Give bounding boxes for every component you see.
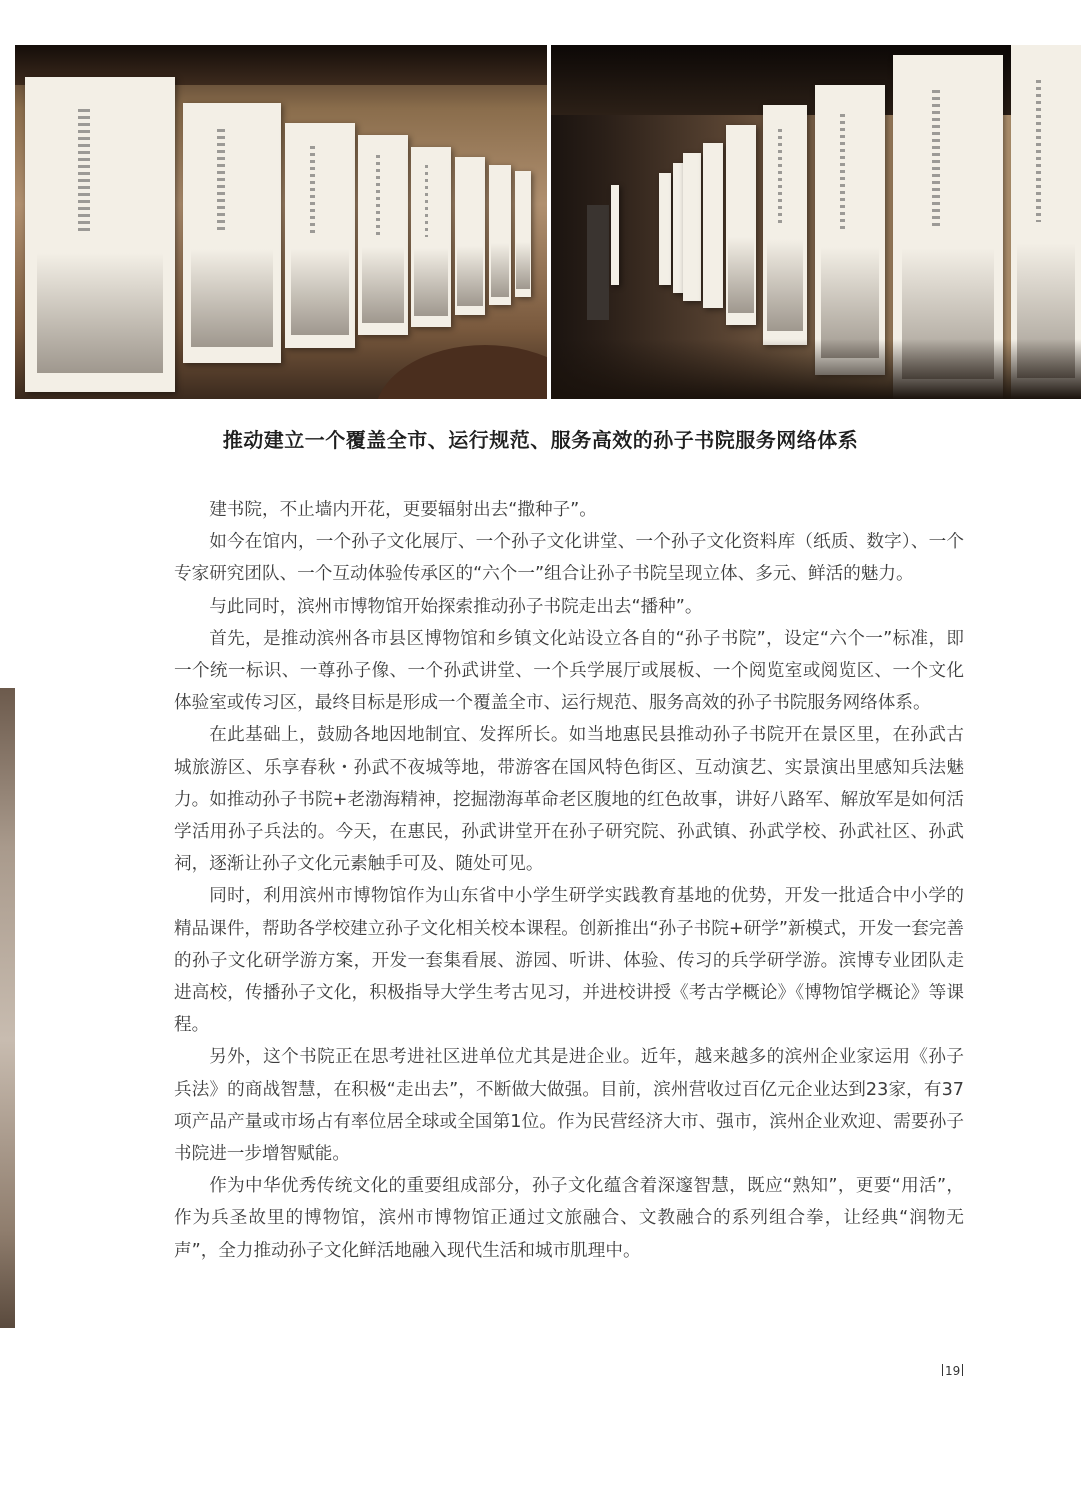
page-number: [940, 1364, 965, 1378]
page-number-bar-right: [962, 1364, 963, 1376]
page-number-value: 19: [945, 1364, 961, 1378]
page-number-bar-left: [942, 1364, 943, 1376]
paragraph: 同时，利用滨州市博物馆作为山东省中小学生研学实践教育基地的优势，开发一批适合中小学的精品课件，帮助各学校建立孙子文化相关校本课程。创新推出“孙子书院+研学”新模式，开发一套完善的孙子文化研学游方案，开发一套集看展、游园、听讲、体验、传习的兵学研学游。滨博专业团队走进高校，传播孙子文化，积极指导大学生考古见习，并进校讲授《考古学概论》《博物馆学概论》等课程。: [174, 886, 964, 1036]
gallery-photo-left: [15, 45, 547, 399]
paragraph: 与此同时，滨州市博物馆开始探索推动孙子书院走出去“播种”。: [209, 596, 703, 617]
side-photo-strip: [0, 688, 15, 1328]
gallery-photo-right: [551, 45, 1081, 399]
paragraph: 另外，这个书院正在思考进社区进单位尤其是进企业。近年，越来越多的滨州企业家运用《孙子兵法》的商战智慧，在积极“走出去”，不断做大做强。目前，滨州营收过百亿元企业达到23家，有37项产品产量或市场占有率位居全球或全国第1位。作为民营经济大市、强市，滨州企业欢迎、需要孙子书院进一步增智赋能。: [174, 1047, 964, 1165]
paragraph: 作为中华优秀传统文化的重要组成部分，孙子文化蕴含着深邃智慧，既应“熟知”，更要“用活”，作为兵圣故里的博物馆，滨州市博物馆正通过文旅融合、文教融合的系列组合拳，让经典“润物无声”，全力推动孙子文化鲜活地融入现代生活和城市肌理中。: [174, 1176, 964, 1261]
paragraph: 首先，是推动滨州各市县区博物馆和乡镇文化站设立各自的“孙子书院”，设定“六个一”标准，即一个统一标识、一尊孙子像、一个孙武讲堂、一个兵学展厅或展板、一个阅览室或阅览区、一个文化体验室或传习区，最终目标是形成一个覆盖全市、运行规范、服务高效的孙子书院服务网络体系。: [174, 628, 964, 714]
paragraph: 建书院，不止墙内开花，更要辐射出去“撒种子”。: [209, 500, 597, 520]
paragraph: 如今在馆内，一个孙子文化展厅、一个孙子文化讲堂、一个孙子文化资料库（纸质、数字）、一个专家研究团队、一个互动体验传承区的“六个一”组合让孙子书院呈现立体、多元、鲜活的魅力。: [174, 532, 964, 585]
paragraph: 在此基础上，鼓励各地因地制宜、发挥所长。如当地惠民县推动孙子书院开在景区里，在孙武古城旅游区、乐享春秋・孙武不夜城等地，带游客在国风特色街区、互动演艺、实景演出里感知兵法魅力。如推动孙子书院+老渤海精神，挖掘渤海革命老区腹地的红色故事，讲好八路军、解放军是如何活学活用孙子兵法的。今天，在惠民，孙武讲堂开在孙子研究院、孙武镇、孙武学校、孙武社区、孙武祠，逐渐让孙子文化元素触手可及、随处可见。: [174, 725, 964, 875]
article-body: [174, 494, 964, 1267]
section-headline: 推动建立一个覆盖全市、运行规范、服务高效的孙子书院服务网络体系: [222, 428, 859, 452]
